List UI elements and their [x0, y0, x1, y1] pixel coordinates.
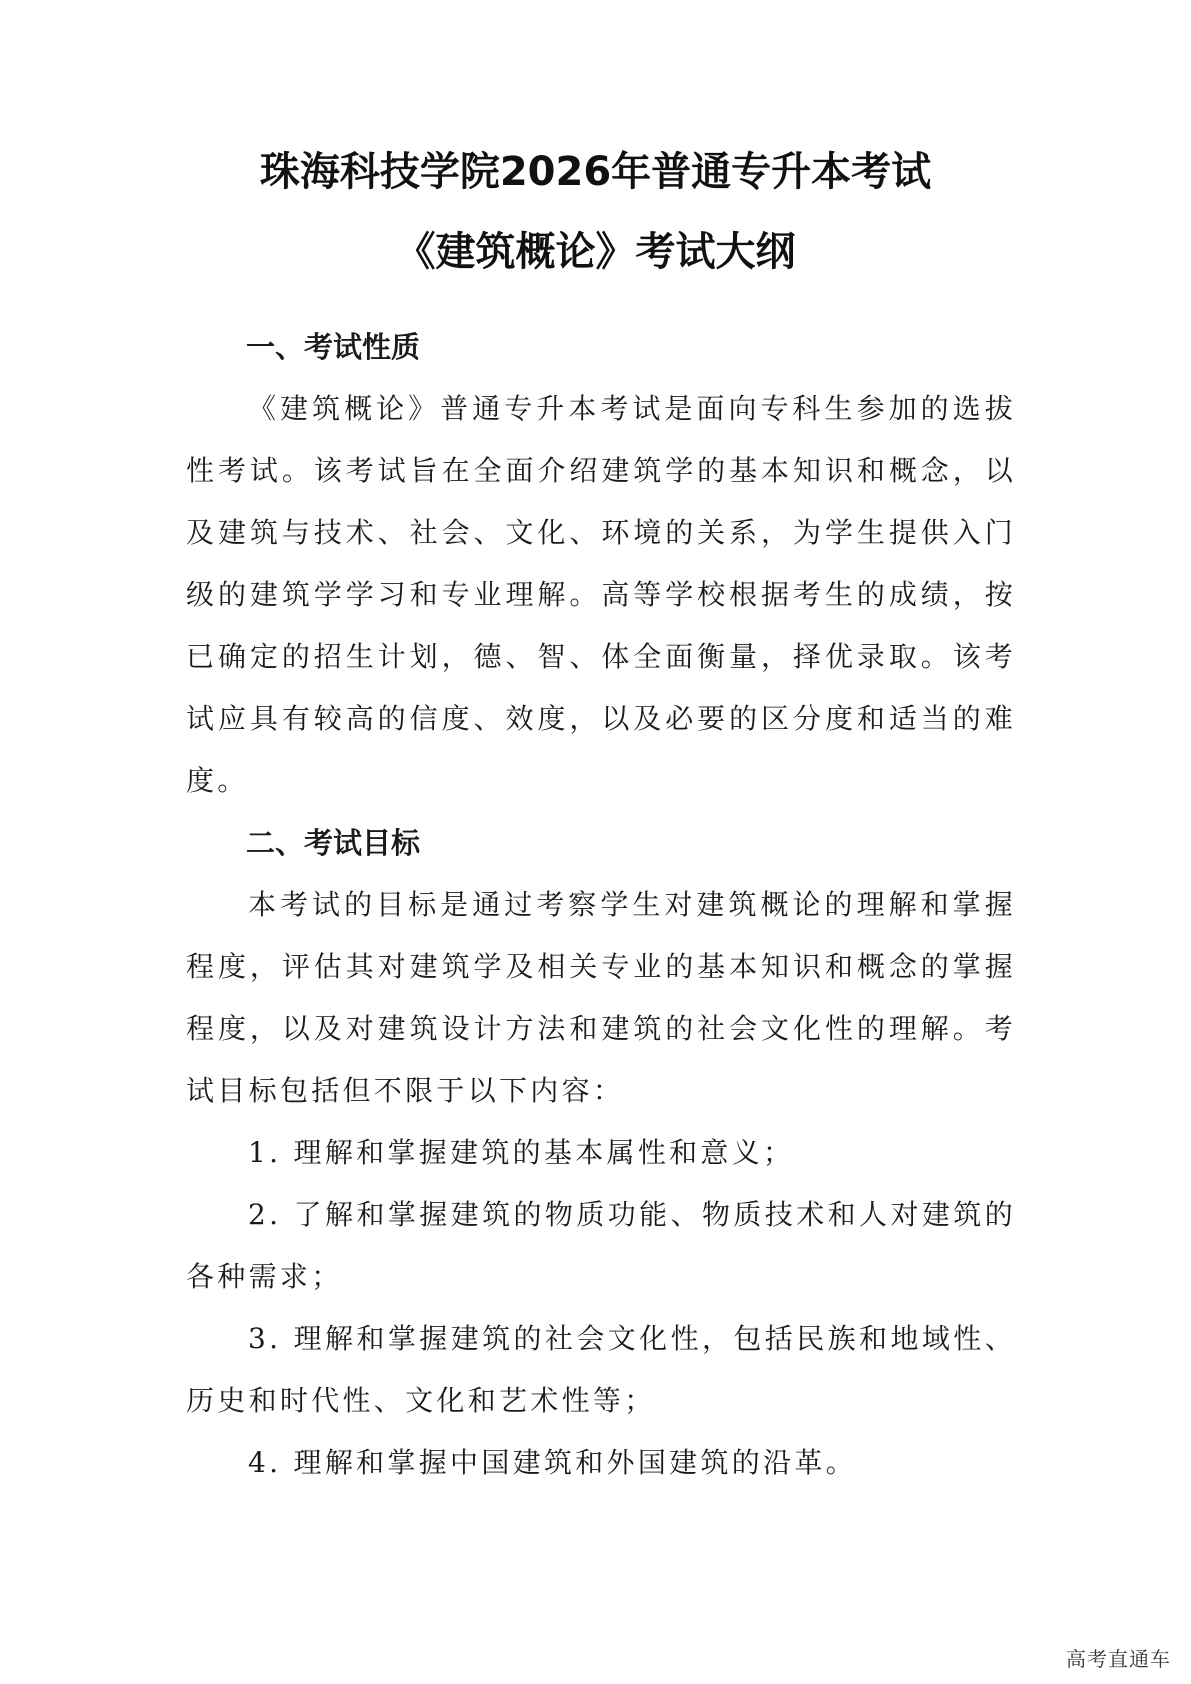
document-body: [186, 316, 1016, 1494]
section-exam-objectives: [186, 812, 1016, 1494]
section-heading: 二、考试目标: [246, 826, 421, 860]
section-paragraph: 本考试的目标是通过考察学生对建筑概论的理解和掌握程度，评估其对建筑学及相关专业的基本知识和概念的掌握程度，以及对建筑设计方法和建筑的社会文化性的理解。考试目标包括但不限于以下内容：: [186, 888, 1016, 1107]
section-exam-nature: [186, 316, 1016, 812]
objective-item: 4. 理解和掌握中国建筑和外国建筑的沿革。: [248, 1446, 857, 1479]
objective-item: 3. 理解和掌握建筑的社会文化性，包括民族和地域性、历史和时代性、文化和艺术性等；: [186, 1322, 1016, 1417]
document-title-line1: 珠海科技学院2026年普通专升本考试: [259, 149, 932, 195]
section-heading: 一、考试性质: [246, 330, 421, 364]
section-paragraph: 《建筑概论》普通专升本考试是面向专科生参加的选拔性考试。该考试旨在全面介绍建筑学的基本知识和概念，以及建筑与技术、社会、文化、环境的关系，为学生提供入门级的建筑学学习和专业理解。高等学校根据考生的成绩，按已确定的招生计划，德、智、体全面衡量，择优录取。该考试应具有较高的信度、效度，以及必要的区分度和适当的难度。: [186, 392, 1016, 797]
source-watermark: 高考直通车: [1066, 1647, 1171, 1671]
document-title-line2: 《建筑概论》考试大纲: [395, 229, 796, 275]
objective-item: 2. 了解和掌握建筑的物质功能、物质技术和人对建筑的各种需求；: [186, 1198, 1016, 1293]
objective-item: 1. 理解和掌握建筑的基本属性和意义；: [248, 1136, 795, 1169]
